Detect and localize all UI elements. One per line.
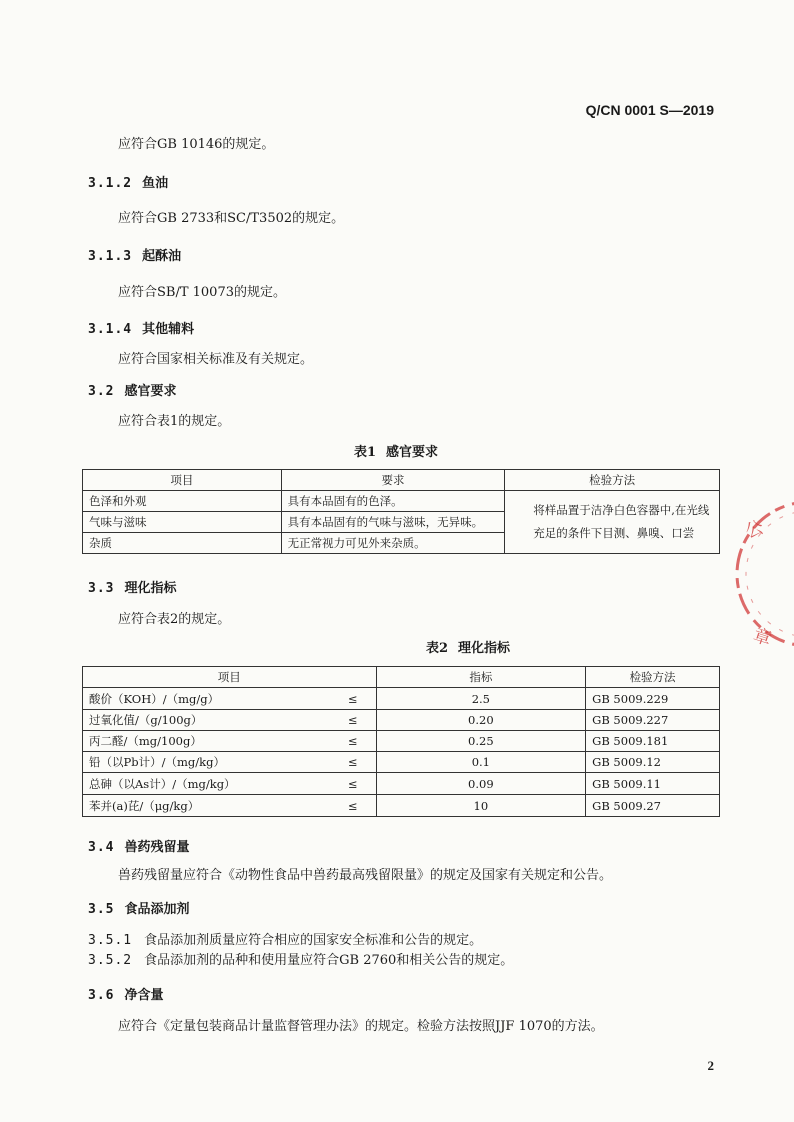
value-cell: 0.09 [376, 773, 586, 795]
requirement-cell: 无正常视力可见外来杂质。 [281, 533, 505, 554]
table-row [83, 773, 720, 795]
section-title: 食品添加剂 [124, 902, 190, 917]
section-title: 起酥油 [142, 249, 182, 264]
item-cell: 酸价（KOH）/（mg/g） [83, 688, 246, 710]
limit-operator: ≤ [245, 710, 376, 731]
method-cell: GB 5009.227 [586, 710, 720, 731]
item-cell: 气味与滋味 [83, 512, 282, 533]
value-cell: 0.1 [376, 752, 586, 773]
table-header-cell: 检验方法 [586, 667, 720, 688]
item-cell: 苯并(a)芘/（μg/kg） [83, 795, 246, 817]
table2-caption [426, 637, 510, 656]
table-header-cell: 项目 [83, 667, 377, 688]
method-cell: GB 5009.181 [586, 731, 720, 752]
table-header-cell: 检验方法 [505, 470, 720, 491]
section-number: 3.4 [88, 840, 115, 855]
method-cell: GB 5009.11 [586, 773, 720, 795]
table-header-row [83, 667, 720, 688]
value-cell: 0.20 [376, 710, 586, 731]
method-cell: GB 5009.27 [586, 795, 720, 817]
section-text: 食品添加剂质量应符合相应的国家安全标准和公告的规定。 [144, 933, 483, 948]
section-title: 鱼油 [142, 176, 169, 191]
section-number: 3.6 [88, 988, 115, 1003]
table-header-cell: 项目 [83, 470, 282, 491]
section-title: 感官要求 [124, 384, 177, 399]
limit-operator: ≤ [245, 795, 376, 817]
section-3-5-1 [88, 929, 482, 948]
table-row [83, 731, 720, 752]
section-number: 3.5.2 [88, 953, 133, 968]
table-row [83, 710, 720, 731]
section-number: 3.2 [88, 384, 115, 399]
paragraph-gb10146: 应符合GB 10146的规定。 [118, 137, 275, 152]
svg-text:章: 章 [750, 624, 775, 651]
table-header-row [83, 470, 720, 491]
method-cell: 将样品置于洁净白色容器中,在光线充足的条件下目测、鼻嗅、口尝 [505, 491, 720, 554]
section-3-4-heading [88, 836, 190, 855]
table2-caption-title: 理化指标 [458, 641, 511, 656]
section-number: 3.1.2 [88, 176, 133, 191]
page-number: 2 [707, 1058, 714, 1073]
table-row [83, 752, 720, 773]
item-cell: 丙二醛/（mg/100g） [83, 731, 246, 752]
sensory-table [82, 469, 720, 554]
table2-caption-num: 表2 [426, 641, 449, 656]
method-cell: GB 5009.12 [586, 752, 720, 773]
table1-caption [354, 441, 438, 460]
method-cell: GB 5009.229 [586, 688, 720, 710]
value-cell: 2.5 [376, 688, 586, 710]
section-3-1-3-text: 应符合SB/T 10073的规定。 [118, 285, 286, 300]
section-title: 理化指标 [124, 581, 177, 596]
table-header-cell: 要求 [281, 470, 505, 491]
table1-caption-title: 感官要求 [386, 445, 439, 460]
section-3-1-3-heading [88, 245, 181, 264]
requirement-cell: 具有本品固有的气味与滋味，无异味。 [281, 512, 505, 533]
section-3-2-heading [88, 380, 177, 399]
section-number: 3.1.3 [88, 249, 133, 264]
section-3-5-heading [88, 898, 190, 917]
limit-operator: ≤ [245, 688, 376, 710]
value-cell: 10 [376, 795, 586, 817]
value-cell: 0.25 [376, 731, 586, 752]
physicochemical-table [82, 666, 720, 817]
standard-code: Q/CN 0001 S—2019 [585, 102, 714, 118]
section-text: 食品添加剂的品种和使用量应符合GB 2760和相关公告的规定。 [144, 953, 514, 968]
item-cell: 杂质 [83, 533, 282, 554]
section-number: 3.3 [88, 581, 115, 596]
table-row [83, 491, 720, 512]
limit-operator: ≤ [245, 731, 376, 752]
item-cell: 色泽和外观 [83, 491, 282, 512]
section-3-1-2-text: 应符合GB 2733和SC/T3502的规定。 [118, 211, 345, 226]
section-title: 净含量 [124, 988, 164, 1003]
section-title: 兽药残留量 [124, 840, 190, 855]
limit-operator: ≤ [245, 752, 376, 773]
table-header-cell: 指标 [376, 667, 586, 688]
section-number: 3.5 [88, 902, 115, 917]
table-row [83, 795, 720, 817]
section-number: 3.1.4 [88, 322, 133, 337]
limit-operator: ≤ [245, 773, 376, 795]
section-3-1-4-text: 应符合国家相关标准及有关规定。 [118, 352, 314, 367]
item-cell: 过氧化值/（g/100g） [83, 710, 246, 731]
section-number: 3.5.1 [88, 933, 133, 948]
item-cell: 总砷（以As计）/（mg/kg） [83, 773, 246, 795]
section-3-3-heading [88, 577, 177, 596]
section-title: 其他辅料 [142, 322, 195, 337]
table1-caption-num: 表1 [354, 445, 377, 460]
item-cell: 铅（以Pb计）/（mg/kg） [83, 752, 246, 773]
red-seal-stamp-icon [724, 492, 794, 662]
section-3-6-heading [88, 984, 164, 1003]
requirement-cell: 具有本品固有的色泽。 [281, 491, 505, 512]
section-3-1-2-heading [88, 172, 168, 191]
section-3-2-text: 应符合表1的规定。 [118, 414, 231, 429]
section-3-6-text: 应符合《定量包装商品计量监督管理办法》的规定。检验方法按照JJF 1070的方法。 [118, 1019, 604, 1034]
table-row [83, 688, 720, 710]
svg-text:公: 公 [742, 516, 767, 543]
section-3-1-4-heading [88, 318, 194, 337]
section-3-3-text: 应符合表2的规定。 [118, 612, 231, 627]
section-3-5-2 [88, 949, 513, 968]
section-3-4-text: 兽药残留量应符合《动物性食品中兽药最高残留限量》的规定及国家有关规定和公告。 [118, 868, 613, 883]
